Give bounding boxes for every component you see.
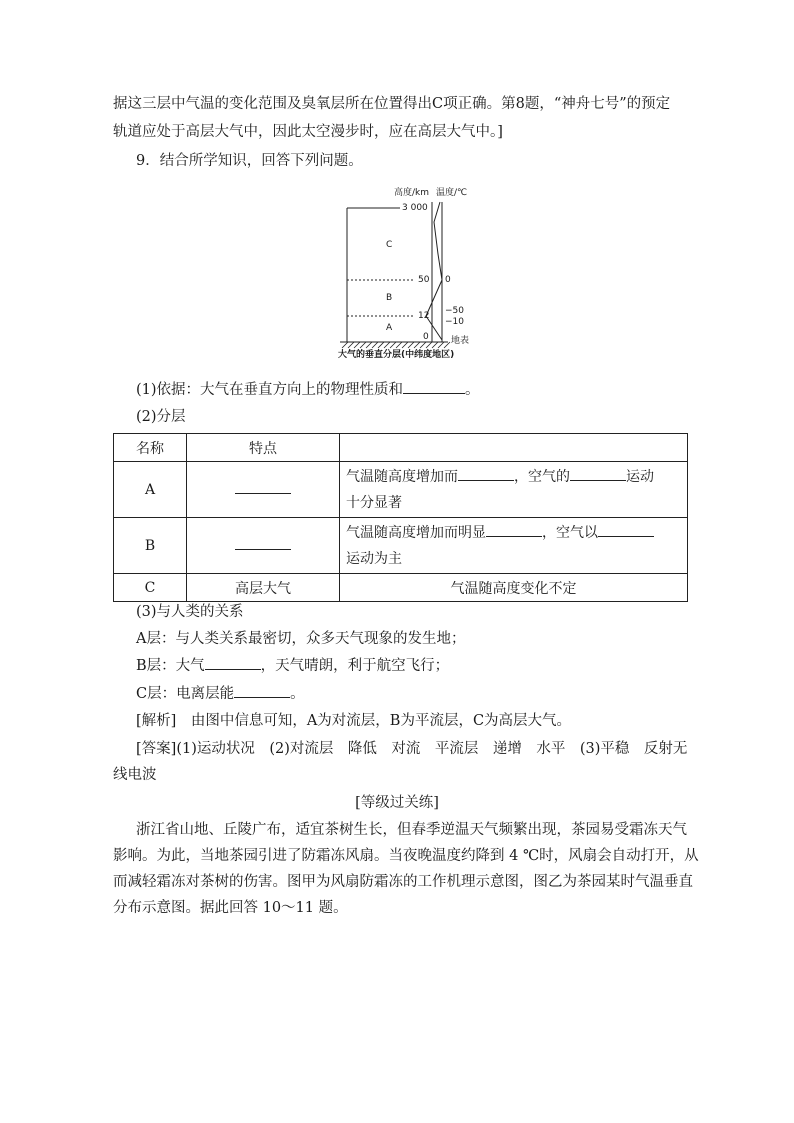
row-a-feature — [187, 462, 340, 518]
header-name: 名称 — [114, 434, 187, 462]
row-c-name: C — [114, 574, 187, 602]
row-c-desc: 气温随高度变化不定 — [340, 574, 688, 602]
temperature-curve — [426, 202, 442, 342]
part3-layer-b: B层：大气 ，天气晴朗，利于航空飞行； — [136, 658, 450, 674]
question-title: 9．结合所学知识，回答下列问题。 — [136, 153, 363, 169]
part3-heading: (3)与人类的关系 — [136, 604, 244, 620]
ground-label: 地表 — [451, 336, 470, 346]
layer-c-label: C — [386, 240, 393, 250]
part3-layer-c: C层：电离层能 。 — [136, 686, 305, 702]
tick-0: 0 — [423, 332, 429, 342]
temperature-axis-label: 温度/℃ — [436, 188, 468, 198]
answer-line-2: 线电波 — [113, 767, 157, 783]
answer-line-1: [答案](1)运动状况 (2)对流层 降低 对流 平流层 递增 水平 (3)平稳 反射无 — [136, 741, 688, 757]
layer-a-label: A — [386, 323, 393, 333]
table-row-b — [114, 518, 688, 574]
height-axis-label: 高度/km — [394, 188, 430, 198]
intro-line-2: 轨道应处于高层大气中，因此太空漫步时，应在高层大气中。] — [113, 124, 503, 140]
section-para-4: 分布示意图。据此回答 10～11 题。 — [113, 900, 348, 916]
layers-table — [113, 433, 688, 602]
layer-b-label: B — [386, 293, 393, 303]
row-b-desc: 气温随高度增加而明显 ，空气以 运动为主 — [340, 518, 688, 574]
analysis-text: [解析] 由图中信息可知，A为对流层，B为平流层，C为高层大气。 — [136, 713, 572, 729]
row-a-feature-blank — [235, 483, 291, 494]
row-a-desc: 气温随高度增加而 ，空气的 运动 十分显著 — [340, 462, 688, 518]
temp-tick-0: 0 — [445, 275, 451, 285]
part2-heading: (2)分层 — [136, 409, 186, 425]
section-para-1: 浙江省山地、丘陵广布，适宜茶树生长，但春季逆温天气频繁出现，茶园易受霜冻天气 — [136, 822, 687, 838]
tick-3000: 3 000 — [402, 203, 428, 213]
row-c-feature: 高层大气 — [187, 574, 340, 602]
header-feature: 特点 — [187, 434, 340, 462]
row-b-feature-blank — [235, 539, 291, 550]
part1-blank — [403, 381, 465, 394]
table-row-a — [114, 462, 688, 518]
temp-tick-minus50: −50 — [445, 306, 464, 316]
tick-12: 12 — [418, 311, 430, 321]
section-para-3: 而减轻霜冻对茶树的伤害。图甲为风扇防霜冻的工作机理示意图，图乙为茶园某时气温垂直 — [113, 874, 693, 890]
part3-layer-a: A层：与人类关系最密切，众多天气现象的发生地； — [136, 631, 466, 647]
section-para-2: 影响。为此，当地茶园引进了防霜冻风扇。当夜晚温度约降到 4 ℃时，风扇会自动打开，从 — [113, 848, 699, 864]
part1-line: (1)依据：大气在垂直方向上的物理性质和 。 — [136, 382, 480, 398]
tick-50: 50 — [418, 275, 430, 285]
row-b-feature — [187, 518, 340, 574]
table-row-c — [114, 574, 688, 602]
ground-hatch — [342, 342, 450, 348]
temp-tick-minus10: −10 — [445, 317, 464, 327]
header-desc — [340, 434, 688, 462]
section-title: [等级过关练] — [355, 795, 439, 811]
table-header-row — [114, 434, 688, 462]
diagram-caption: 大气的垂直分层(中纬度地区) — [338, 350, 455, 360]
row-a-name: A — [114, 462, 187, 518]
row-b-name: B — [114, 518, 187, 574]
intro-line-1: 据这三层中气温的变化范围及臭氧层所在位置得出C项正确。第8题，“神舟七号”的预定 — [113, 96, 671, 112]
atmosphere-layers-diagram — [330, 182, 490, 364]
